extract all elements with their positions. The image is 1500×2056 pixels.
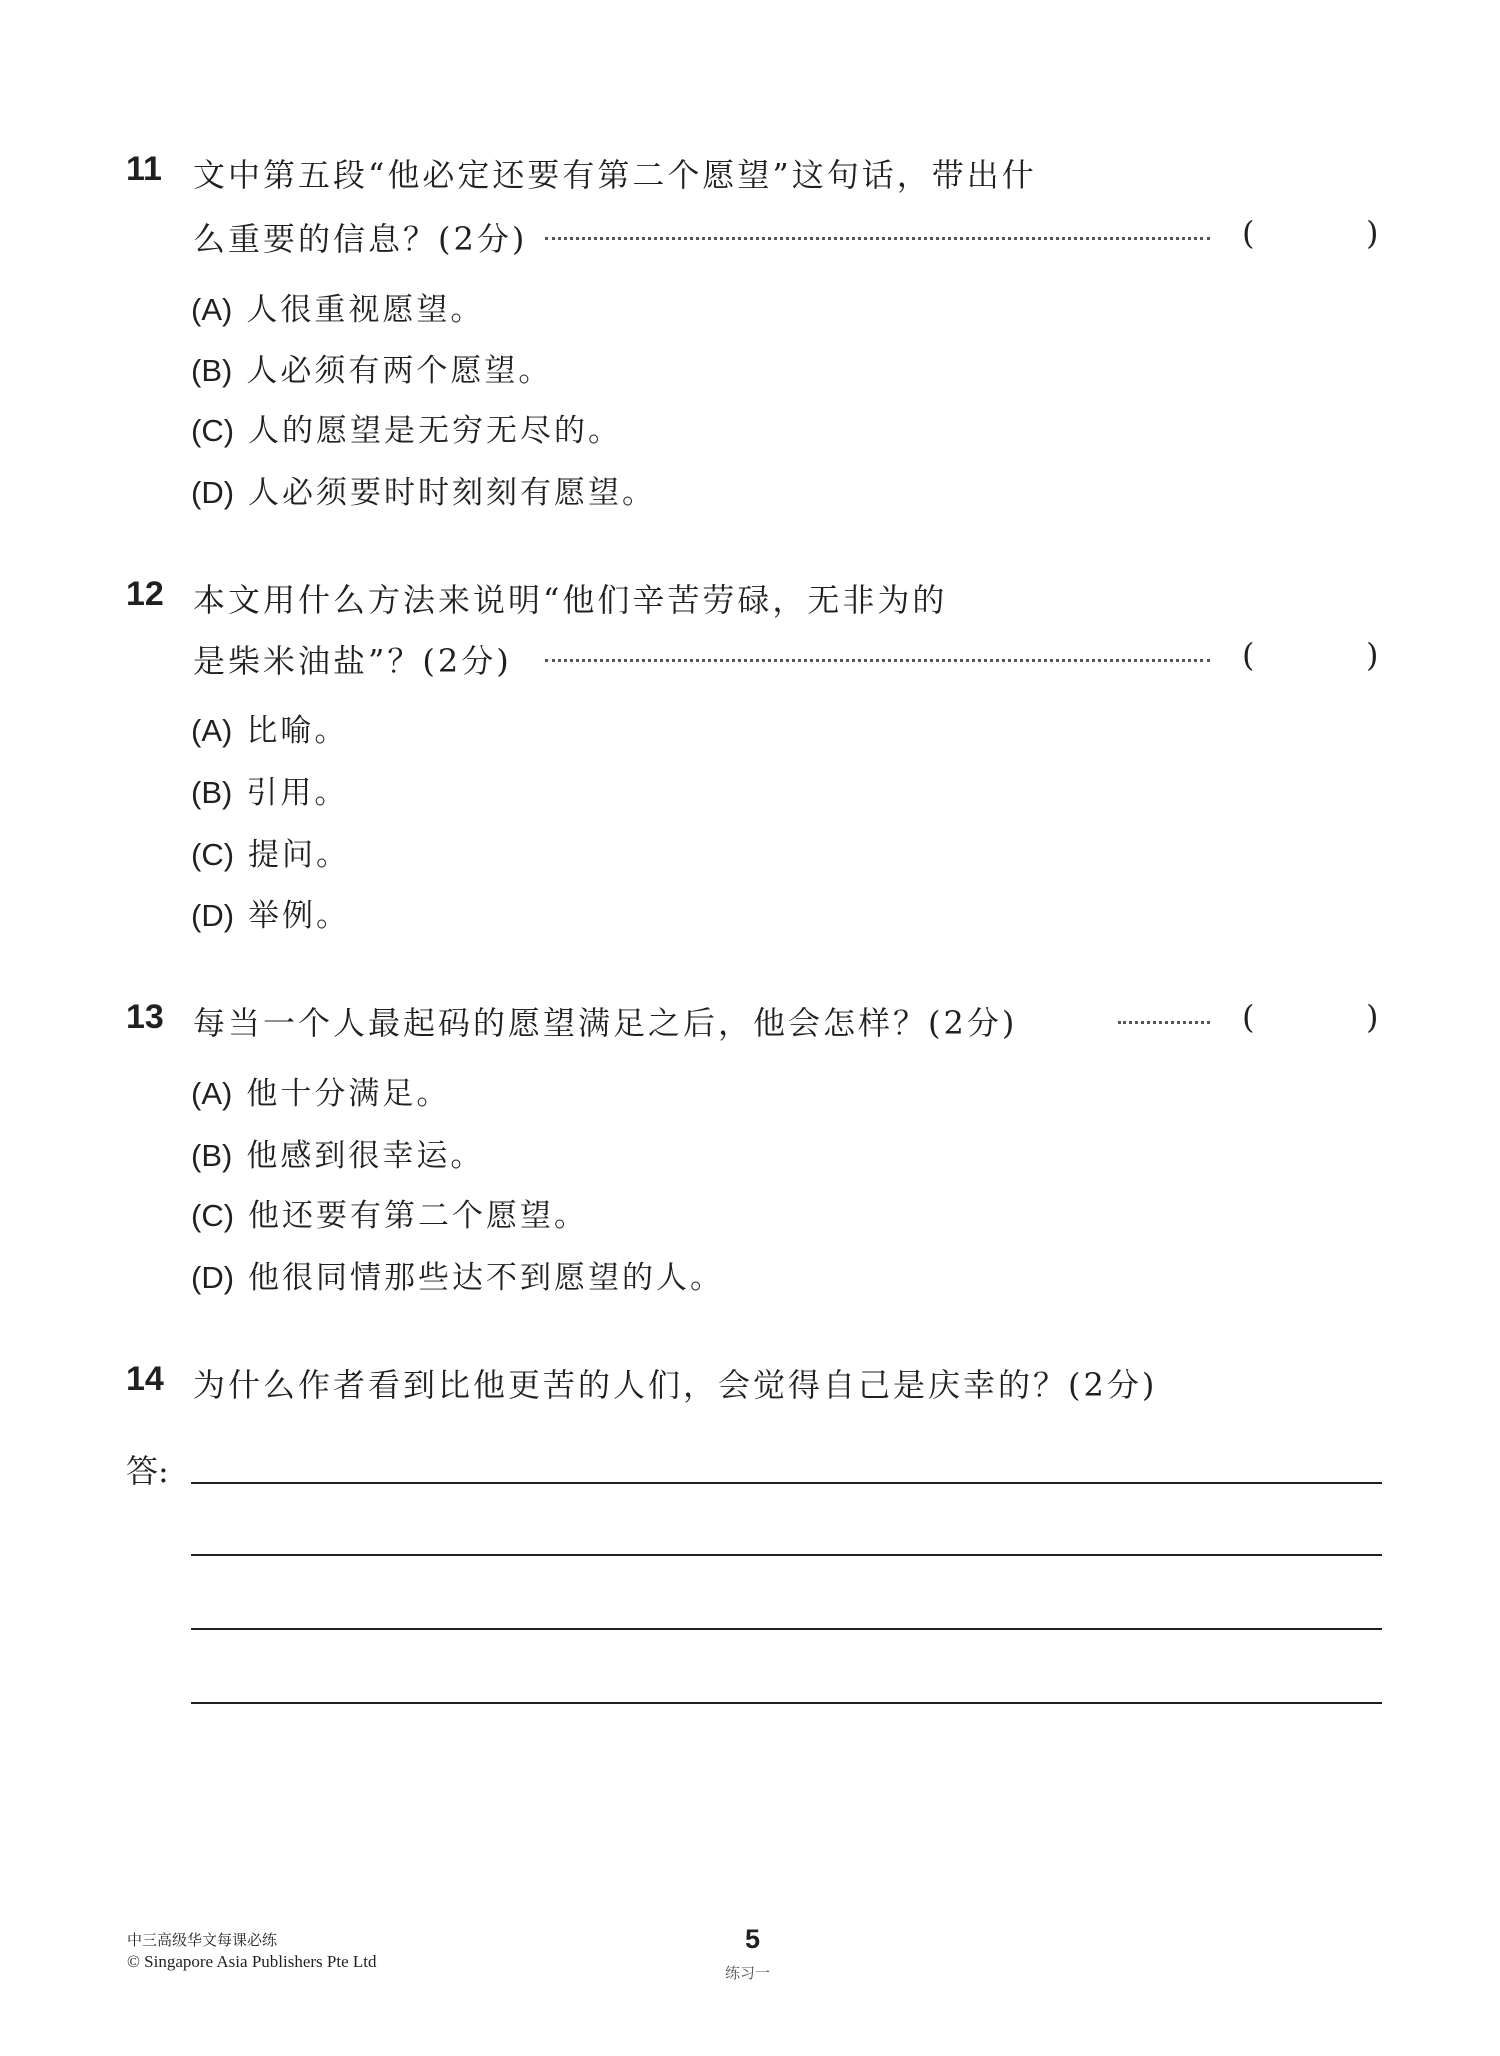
footer-copyright: © Singapore Asia Publishers Pte Ltd: [127, 1952, 377, 1971]
option-d: [191, 467, 656, 512]
answer-paren-close: ): [1366, 214, 1379, 252]
answer-paren-open: (: [1242, 998, 1255, 1036]
page-number: 5: [745, 1924, 761, 1954]
option-text: 他很同情那些达不到愿望的人。: [248, 1260, 725, 1296]
answer-paren-close: ): [1366, 636, 1379, 674]
option-b: [191, 345, 552, 390]
option-label: (A): [191, 1076, 233, 1111]
option-label: (D): [191, 1260, 235, 1295]
dotted-leader: [545, 237, 1210, 240]
option-text: 提问。: [248, 837, 351, 873]
question-13-number: 13: [126, 998, 164, 1036]
option-text: 人必须要时时刻刻有愿望。: [248, 475, 657, 511]
option-text: 他还要有第二个愿望。: [248, 1198, 589, 1234]
answer-line-2[interactable]: [191, 1554, 1382, 1556]
option-d: [191, 1252, 724, 1297]
question-14-number: 14: [126, 1360, 164, 1398]
option-b: [191, 1130, 484, 1175]
question-14-text: 为什么作者看到比他更苦的人们，会觉得自己是庆幸的？(2分): [193, 1366, 1158, 1404]
answer-line-3[interactable]: [191, 1628, 1382, 1630]
option-text: 人很重视愿望。: [246, 292, 485, 328]
option-text: 他十分满足。: [246, 1076, 451, 1112]
option-label: (C): [191, 413, 235, 448]
option-text: 他感到很幸运。: [246, 1138, 485, 1174]
option-label: (B): [191, 775, 233, 810]
option-a: [191, 705, 348, 750]
dotted-leader: [1118, 1021, 1210, 1024]
option-d: [191, 890, 350, 935]
answer-line-1[interactable]: [191, 1482, 1382, 1484]
option-text: 人必须有两个愿望。: [246, 353, 553, 389]
answer-label: 答:: [126, 1452, 169, 1490]
question-11-text-line2: 么重要的信息？(2分): [193, 220, 528, 258]
option-b: [191, 767, 348, 812]
option-label: (D): [191, 898, 235, 933]
question-12-number: 12: [126, 575, 164, 613]
footer-book-title: 中三高级华文每课必练: [127, 1931, 278, 1949]
option-text: 比喻。: [246, 713, 349, 749]
question-11-text-line1: 文中第五段“他必定还要有第二个愿望”这句话，带出什: [193, 156, 1037, 194]
answer-paren-open: (: [1242, 636, 1255, 674]
question-12-text-line2: 是柴米油盐”？(2分): [193, 642, 512, 680]
answer-paren-close: ): [1366, 998, 1379, 1036]
question-13-text: 每当一个人最起码的愿望满足之后，他会怎样？(2分): [193, 1004, 1018, 1042]
dotted-leader: [545, 659, 1210, 662]
option-text: 人的愿望是无穷无尽的。: [248, 413, 623, 449]
option-c: [191, 829, 350, 874]
option-label: (A): [191, 292, 233, 327]
option-label: (B): [191, 353, 233, 388]
option-c: [191, 405, 622, 450]
option-c: [191, 1190, 588, 1235]
option-text: 引用。: [246, 775, 349, 811]
answer-line-4[interactable]: [191, 1702, 1382, 1704]
question-11-number: 11: [126, 150, 162, 188]
answer-paren-open: (: [1242, 214, 1255, 252]
footer-section: 练习一: [725, 1964, 771, 1982]
option-label: (A): [191, 713, 233, 748]
option-label: (C): [191, 1198, 235, 1233]
option-label: (D): [191, 475, 235, 510]
option-label: (B): [191, 1138, 233, 1173]
option-a: [191, 1068, 450, 1113]
option-a: [191, 284, 484, 329]
question-12-text-line1: 本文用什么方法来说明“他们辛苦劳碌，无非为的: [193, 581, 948, 619]
option-label: (C): [191, 837, 235, 872]
option-text: 举例。: [248, 898, 351, 934]
